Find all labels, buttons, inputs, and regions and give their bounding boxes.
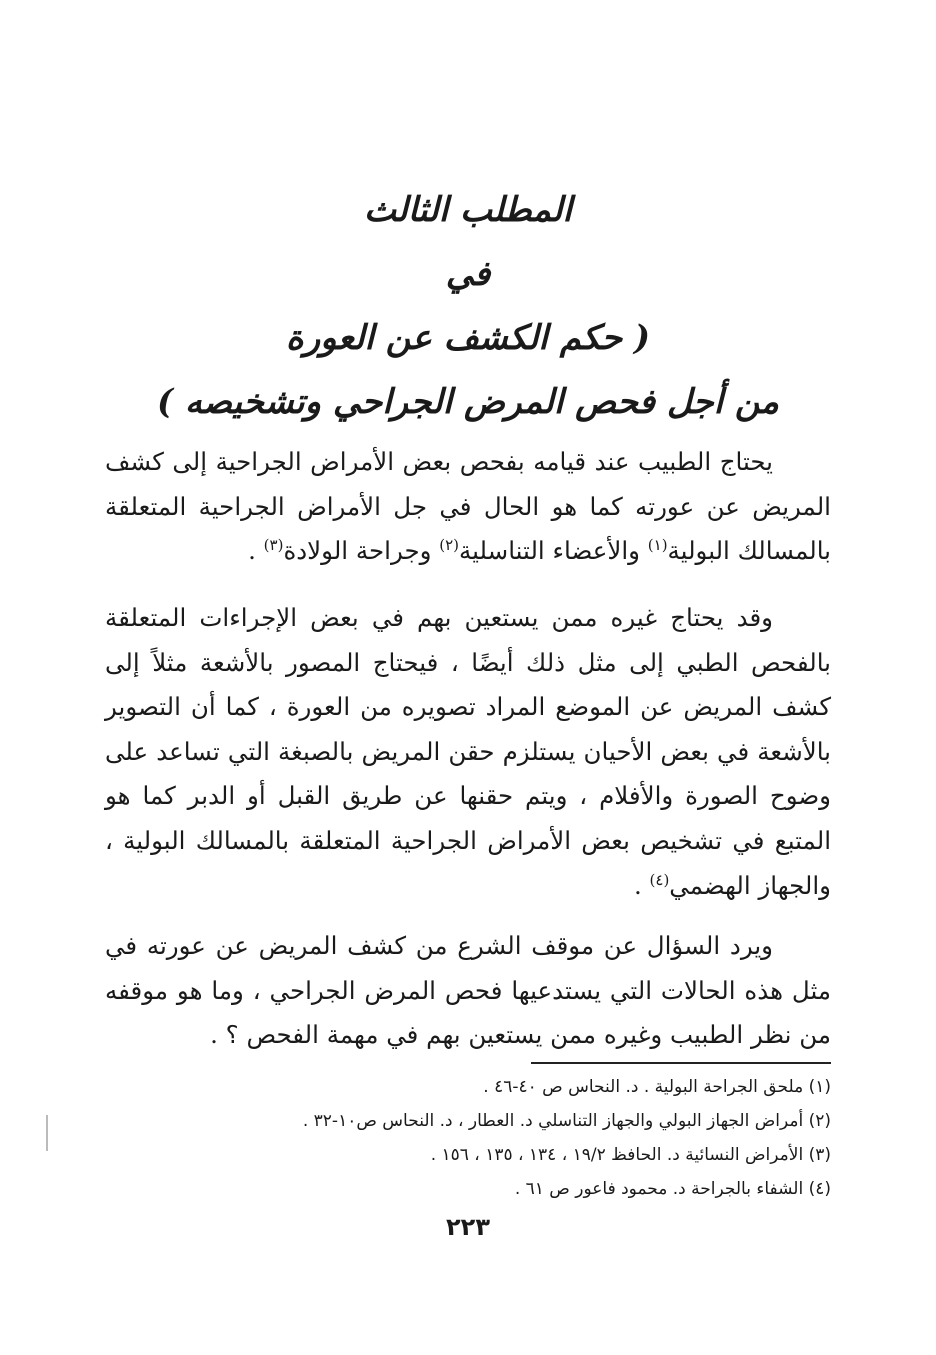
- scan-edge-mark: [46, 1115, 48, 1151]
- footnote-item: (٤) الشفاء بالجراحة د. محمود فاعور ص ٦١ .: [514, 1179, 831, 1199]
- footnote-ref-4: (٤): [649, 870, 670, 889]
- footnotes-list: [101, 1070, 831, 1206]
- heading-line-2: في: [445, 254, 491, 294]
- paragraph-3-text: ويرد السؤال عن موقف الشرع من كشف المريض عن عورته في مثل هذه الحالات التي يستدعيها فحص المرض الجراحي ، وما هو موقفه من نظر الطبيب وغيره ممن يستعين بهم في مهمة الفحص ؟ .: [105, 931, 831, 1050]
- section-heading: [120, 178, 816, 434]
- footnote-item: (٢) أمراض الجهاز البولي والجهاز التناسلي د. العطار ، د. النحاس ص١٠-٣٢ .: [302, 1111, 831, 1131]
- paragraph-3: [105, 924, 831, 1058]
- footnote-item: (٣) الأمراض النسائية د. الحافظ ١٩/٢ ، ١٣٤ ، ١٣٥ ، ١٥٦ .: [430, 1145, 831, 1165]
- page-number: ٢٢٣: [446, 1213, 490, 1241]
- heading-line-1: المطلب الثالث: [363, 190, 572, 230]
- paragraph-2-text: وقد يحتاج غيره ممن يستعين بهم في بعض الإجراءات المتعلقة بالفحص الطبي إلى مثل ذلك أيضًا ، فيحتاج المصور بالأشعة مثلاً إلى كشف المريض عن الموضع المراد تصويره من العورة ، كما أن التصوير بالأشعة في بعض الأحيان يستلزم حقن المريض بالصبغة التي تساعد على وضوح الصورة والأفلام ، ويتم حقنها عن طريق القبل أو الدبر كما هو المتبع في تشخيص بعض الأمراض الجراحية المتعلقة بالمسالك البولية ، والجهاز الهضمي: [105, 603, 831, 900]
- paragraph-1: [105, 440, 831, 574]
- paragraph-2-end: .: [633, 870, 650, 900]
- footnote-item: (١) ملحق الجراحة البولية . د. النحاس ص ٤٠-٤٦ .: [483, 1077, 831, 1097]
- heading-line-4: من أجل فحص المرض الجراحي وتشخيصه ): [156, 382, 780, 422]
- paragraph-1-end: .: [248, 536, 264, 566]
- paragraph-1-mid-2: وجراحة الولادة: [283, 536, 440, 566]
- paragraph-1-text: يحتاج الطبيب عند قيامه بفحص بعض الأمراض الجراحية إلى كشف المريض عن عورته كما هو الحال في جل الأمراض الجراحية المتعلقة بالمسالك البولية: [105, 447, 831, 566]
- footnote-ref-2: (٢): [439, 536, 460, 555]
- paragraph-2: [105, 596, 831, 908]
- paragraph-1-mid-1: والأعضاء التناسلية: [459, 536, 648, 566]
- footnote-ref-1: (١): [647, 536, 668, 555]
- footnote-separator: [531, 1062, 831, 1064]
- footnote-ref-3: (٣): [263, 536, 284, 555]
- heading-line-3: ( حكم الكشف عن العورة: [285, 318, 651, 358]
